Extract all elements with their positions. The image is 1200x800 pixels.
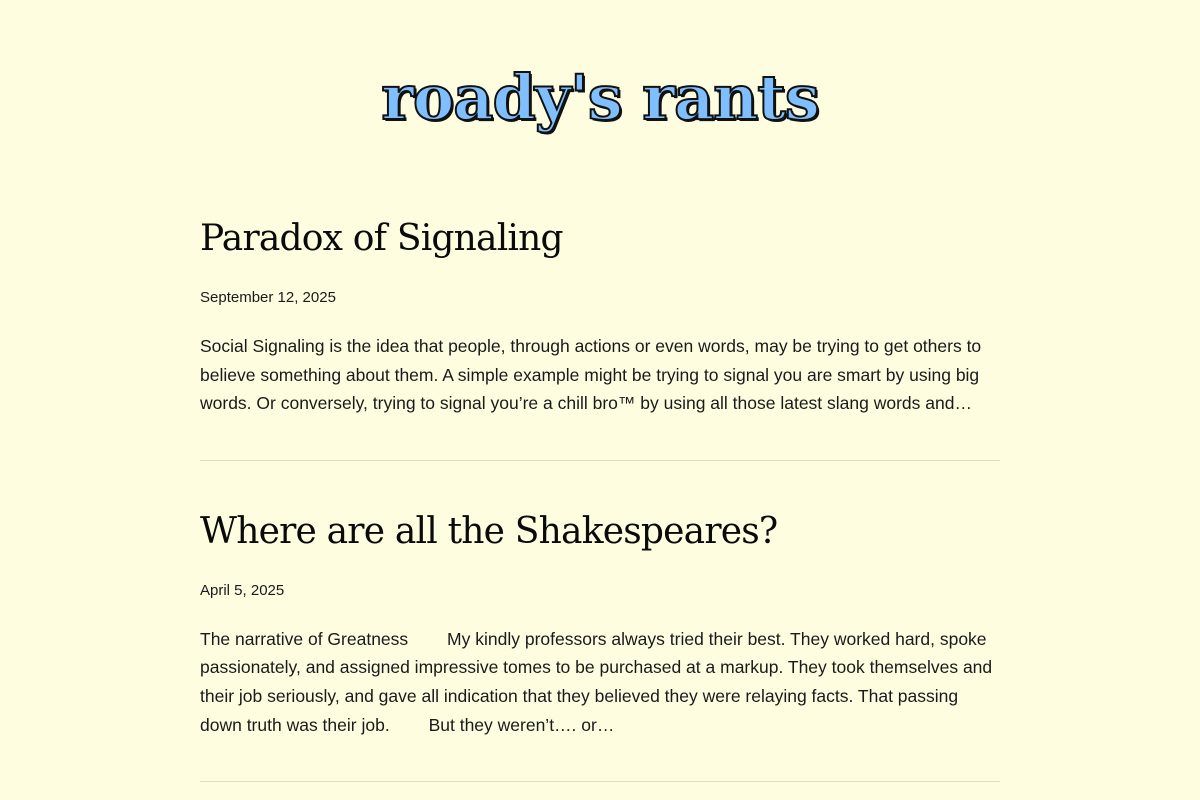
post-excerpt: Social Signaling is the idea that people, through actions or even words, may be trying to get others to believe something about them. A simple example might be trying to signal you are smart by using big words. Or conversely, trying to signal you’re a chill bro™ by using all those latest slang words and…	[200, 336, 987, 414]
post-entry	[200, 212, 1000, 461]
post-list	[200, 212, 1000, 782]
post-date: April 5, 2025	[200, 581, 285, 599]
post-entry	[200, 505, 1000, 782]
post-title-link[interactable]: Paradox of Signaling	[200, 218, 563, 259]
site-title[interactable]: roady's rants	[381, 61, 819, 134]
post-date: September 12, 2025	[200, 289, 336, 306]
post-excerpt: The narrative of Greatness My kindly professors always tried their best. They worked hard, spoke passionately, and assigned impressive tomes to be purchased at a markup. They took themselves and their job seriously, and gave all indication that they believed they were relaying facts. That passing down truth was their job. But they weren’t…. or…	[200, 628, 998, 735]
site-header	[0, 56, 1200, 146]
post-title-link[interactable]: Where are all the Shakespeares?	[200, 510, 778, 552]
